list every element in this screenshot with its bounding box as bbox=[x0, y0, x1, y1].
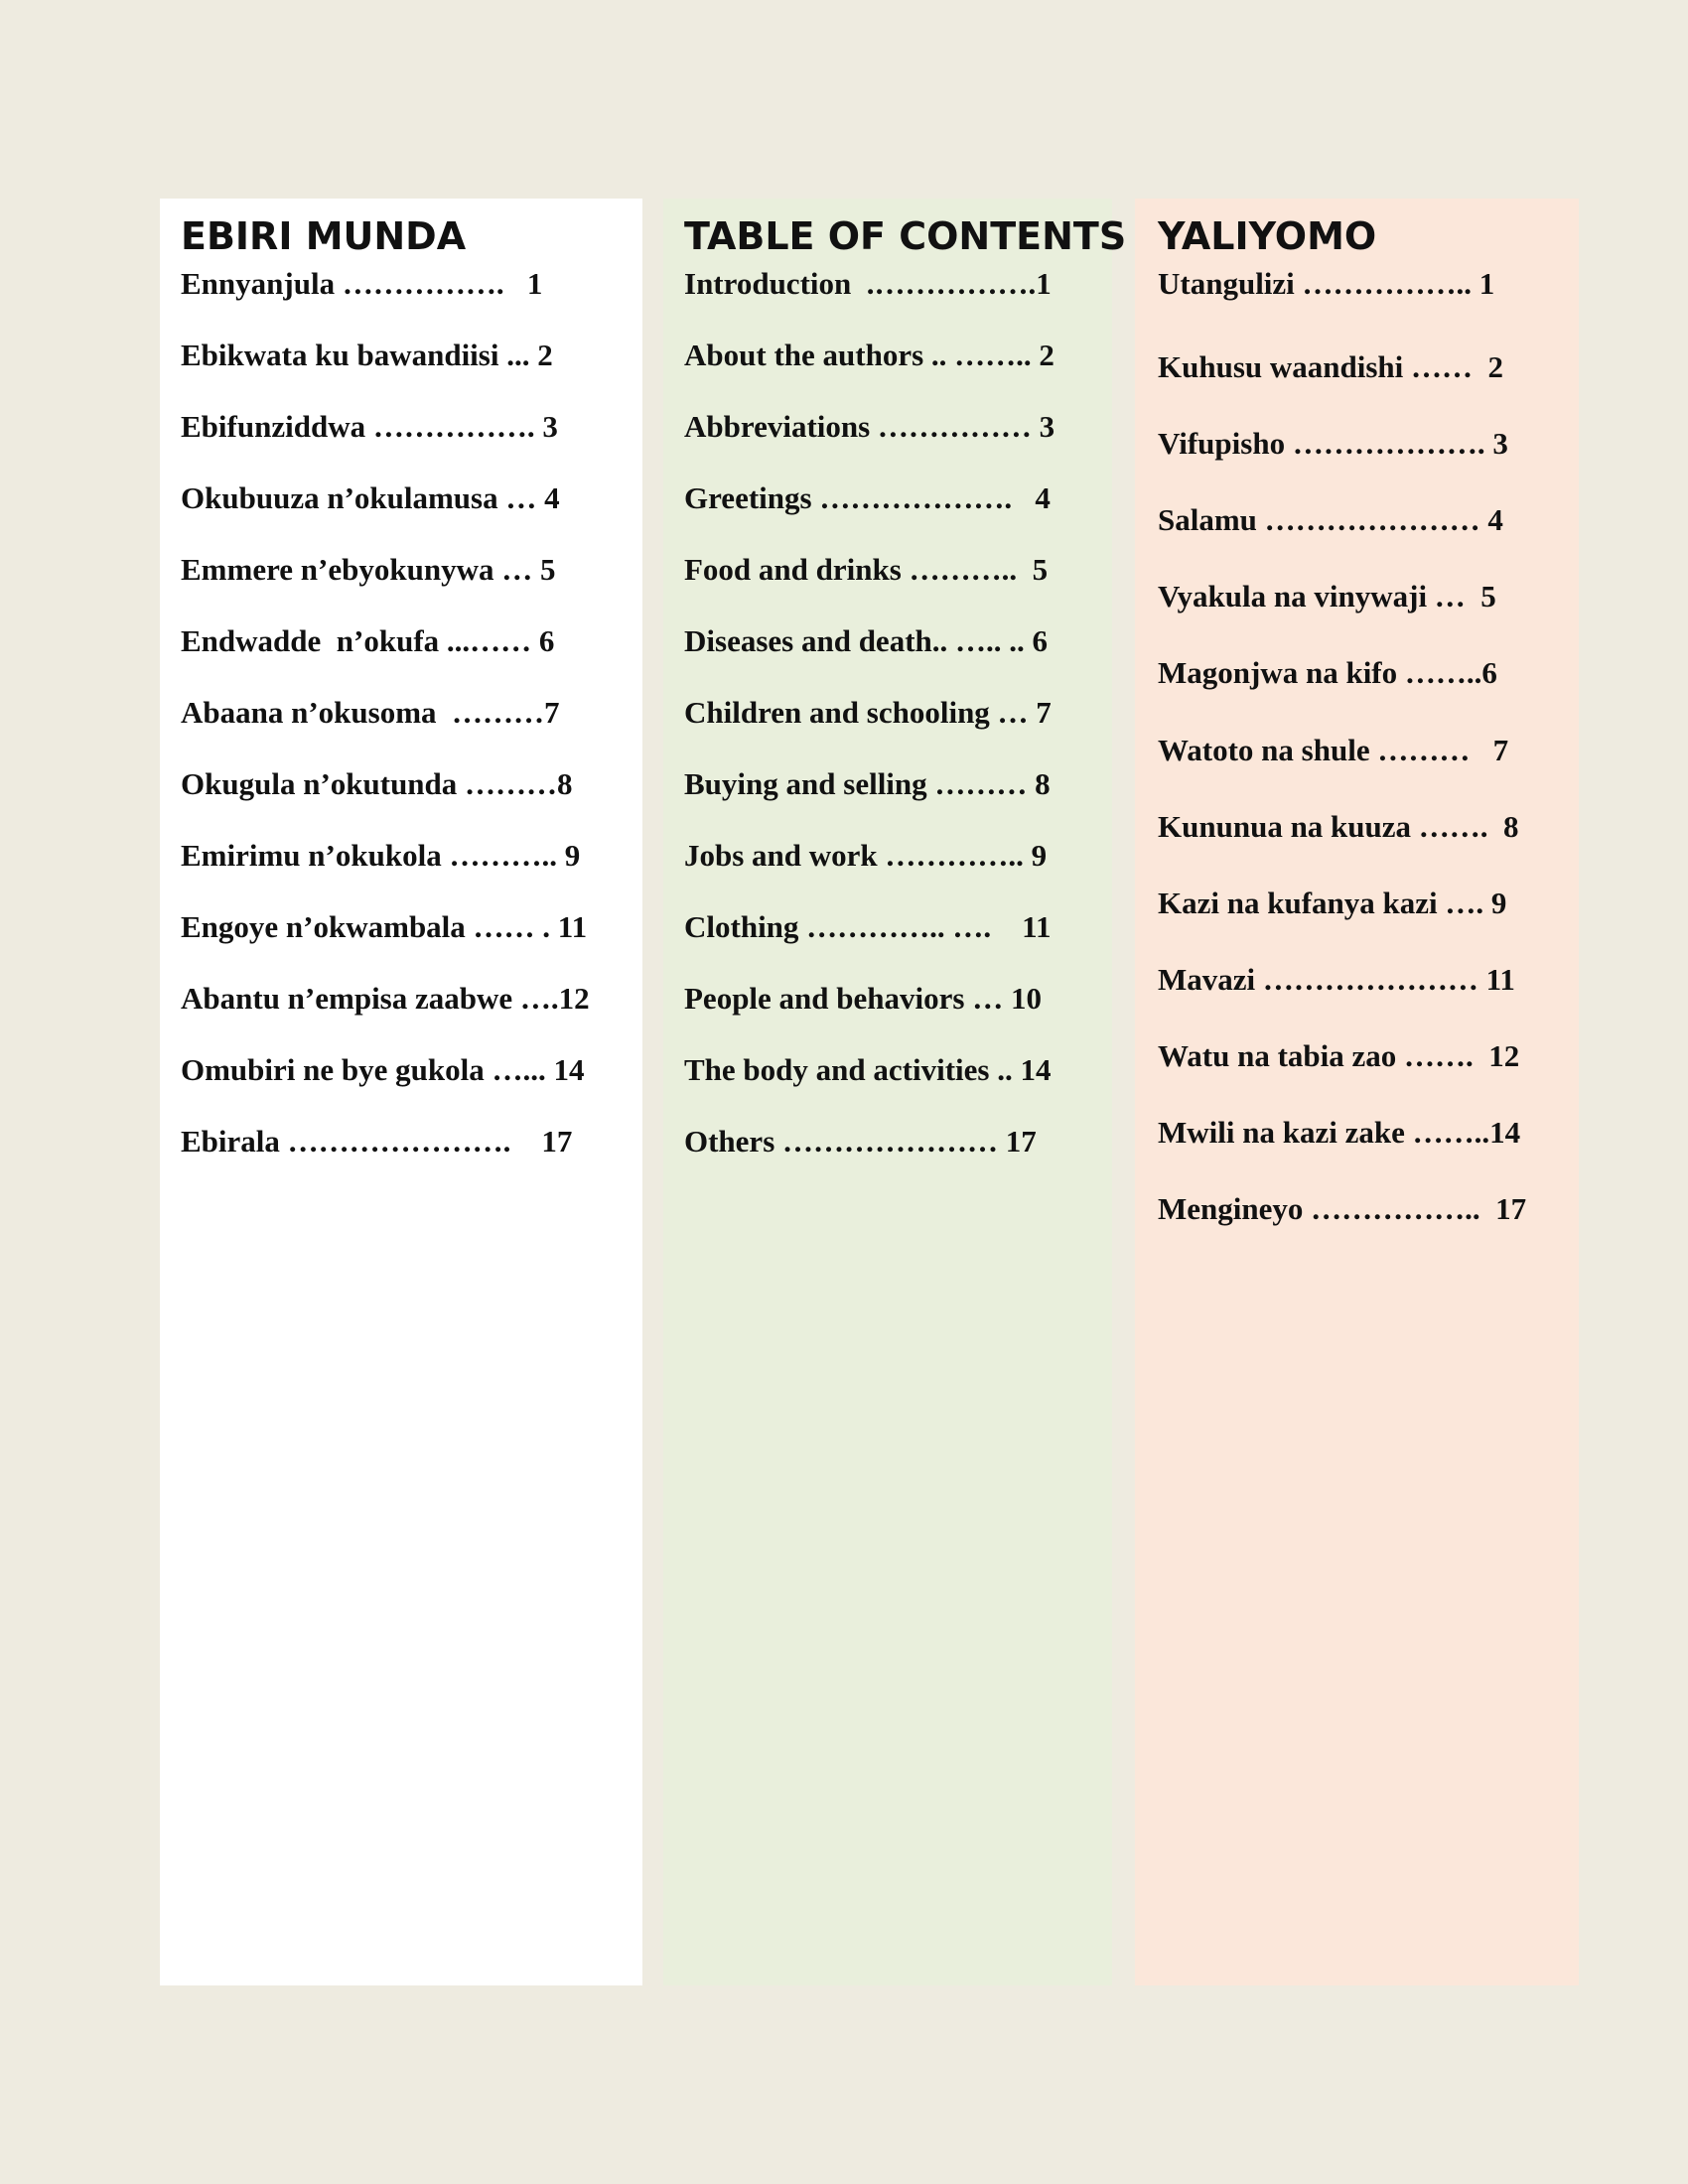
toc-entry: Ebirala …………………. 17 bbox=[181, 1124, 573, 1159]
toc-entry: People and behaviors … 10 bbox=[684, 981, 1042, 1016]
column-english bbox=[663, 199, 1127, 1985]
toc-entry: Jobs and work ………….. 9 bbox=[684, 838, 1048, 873]
toc-entry: Mengineyo …………….. 17 bbox=[1158, 1191, 1527, 1226]
toc-entry: Diseases and death.. ….. .. 6 bbox=[684, 623, 1049, 658]
toc-entry: Okubuuza n’okulamusa … 4 bbox=[181, 480, 560, 515]
toc-entry: Abantu n’empisa zaabwe ….12 bbox=[181, 981, 590, 1016]
toc-entry: Emirimu n’okukola ……….. 9 bbox=[181, 838, 581, 873]
toc-entry: Engoye n’okwambala …… . 11 bbox=[181, 909, 588, 944]
column-title: EBIRI MUNDA bbox=[181, 214, 467, 258]
toc-entry: Mavazi ………………… 11 bbox=[1158, 962, 1515, 997]
column-title: TABLE OF CONTENTS bbox=[684, 214, 1127, 258]
toc-entry: Mwili na kazi zake ……..14 bbox=[1158, 1115, 1521, 1150]
toc-entry: Kazi na kufanya kazi …. 9 bbox=[1158, 886, 1507, 920]
column-luganda bbox=[160, 199, 642, 1985]
toc-entry: Kununua na kuuza ……. 8 bbox=[1158, 809, 1519, 844]
toc-entry: Children and schooling … 7 bbox=[684, 695, 1052, 730]
toc-entry: Salamu ………………… 4 bbox=[1158, 502, 1503, 537]
toc-entry: Ebifunziddwa ……………. 3 bbox=[181, 409, 558, 444]
toc-entry: Food and drinks ……….. 5 bbox=[684, 552, 1049, 587]
toc-entry: Vifupisho ………………. 3 bbox=[1158, 426, 1508, 461]
toc-entry: Abbreviations …………… 3 bbox=[684, 409, 1055, 444]
toc-entry: Utangulizi …………….. 1 bbox=[1158, 266, 1495, 301]
toc-entry: Watu na tabia zao ……. 12 bbox=[1158, 1038, 1520, 1073]
column-title: YALIYOMO bbox=[1158, 214, 1377, 258]
toc-entry: Okugula n’okutunda ………8 bbox=[181, 766, 573, 801]
toc-entry: Endwadde n’okufa ...…… 6 bbox=[181, 623, 555, 658]
toc-entry: Magonjwa na kifo ……..6 bbox=[1158, 655, 1497, 690]
toc-entry: Ennyanjula ……………. 1 bbox=[181, 266, 543, 301]
toc-entry: About the authors .. …….. 2 bbox=[684, 338, 1055, 372]
toc-entry: Introduction .…………….1 bbox=[684, 266, 1052, 301]
toc-entry: Abaana n’okusoma ………7 bbox=[181, 695, 560, 730]
toc-entry: Kuhusu waandishi …… 2 bbox=[1158, 349, 1504, 384]
toc-entry: Others ………………… 17 bbox=[684, 1124, 1037, 1159]
toc-entry: Ebikwata ku bawandiisi ... 2 bbox=[181, 338, 553, 372]
toc-entry: Clothing ………….. …. 11 bbox=[684, 909, 1052, 944]
toc-entry: Emmere n’ebyokunywa … 5 bbox=[181, 552, 556, 587]
toc-entry: Watoto na shule ……… 7 bbox=[1158, 733, 1509, 767]
toc-entry: The body and activities .. 14 bbox=[684, 1052, 1052, 1087]
toc-entry: Greetings ………………. 4 bbox=[684, 480, 1051, 515]
toc-entry: Buying and selling ……… 8 bbox=[684, 766, 1051, 801]
toc-entry: Omubiri ne bye gukola …... 14 bbox=[181, 1052, 585, 1087]
toc-entry: Vyakula na vinywaji … 5 bbox=[1158, 579, 1496, 614]
column-swahili bbox=[1135, 199, 1579, 1985]
